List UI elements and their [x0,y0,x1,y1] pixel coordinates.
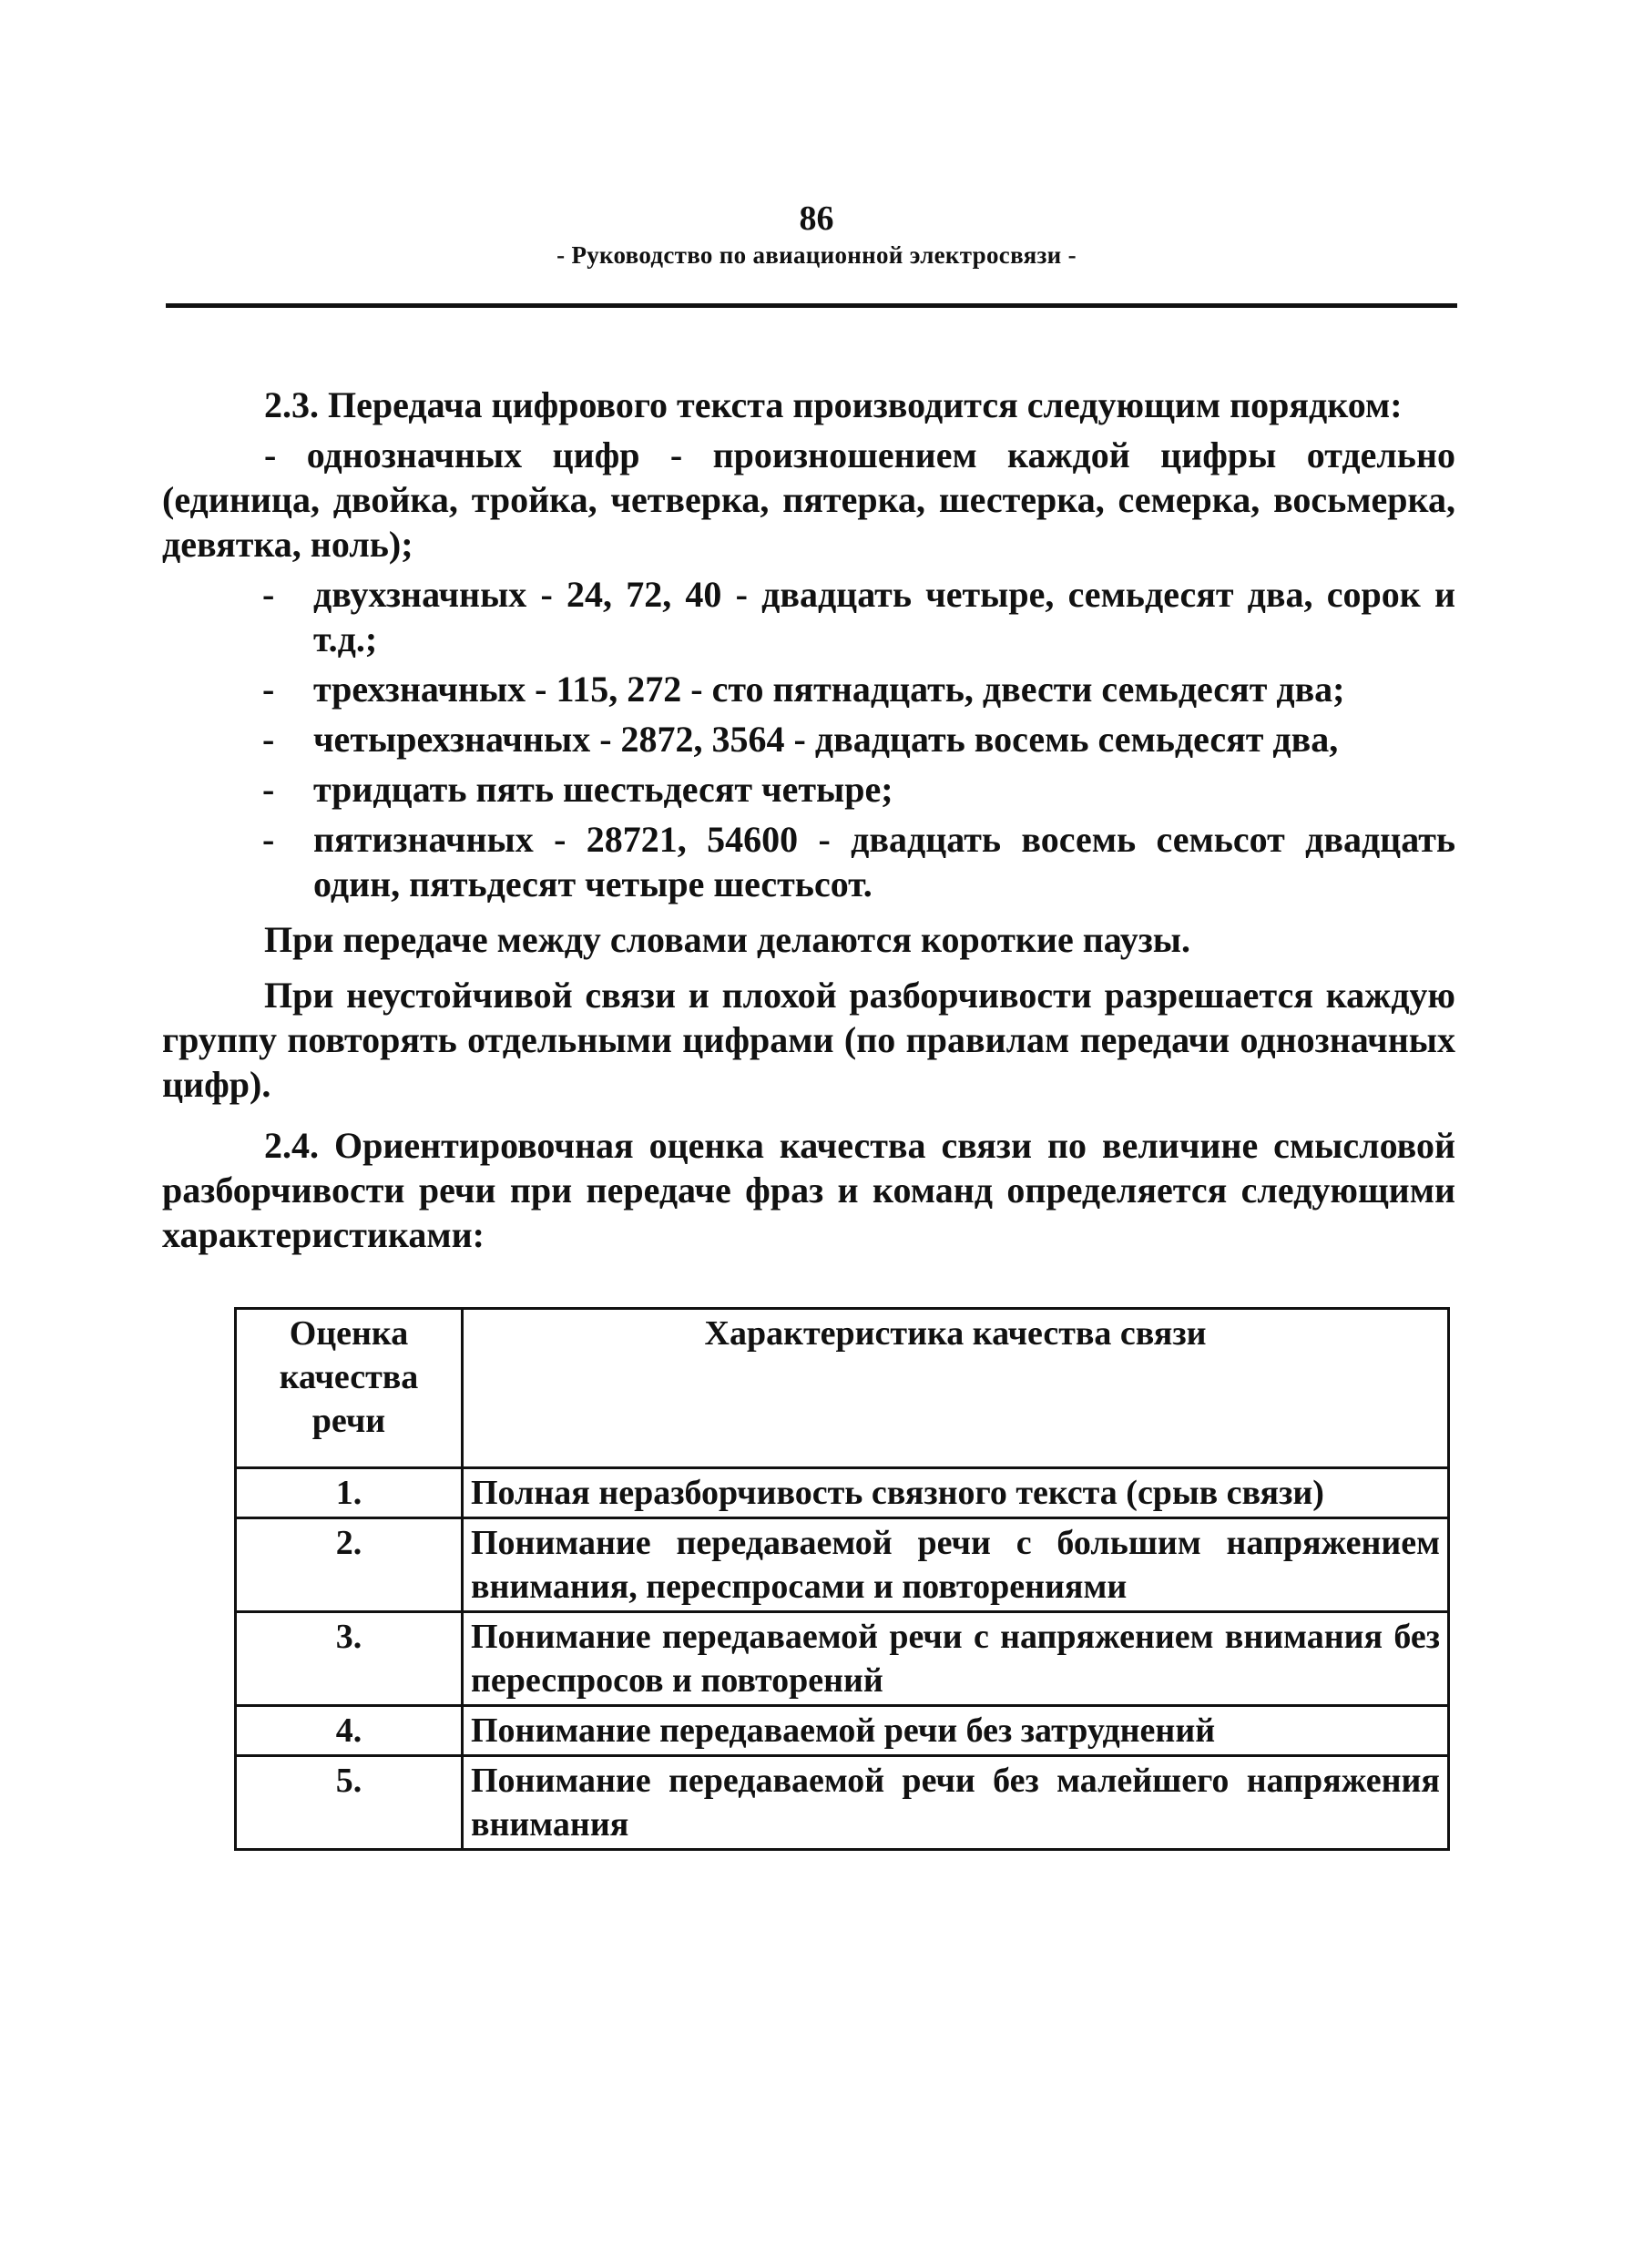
bullet-item [162,817,1455,906]
row-score: 4. [236,1706,463,1756]
paragraph-2-3: 2.3. Передача цифрового текста производится следующим порядком: [264,384,1403,425]
row-score: 3. [236,1612,463,1706]
bullet-text: пятизначных - 28721, 54600 - двадцать восемь семьсот двадцать один, пятьдесят четыре шестьсот. [313,819,1455,904]
row-score: 1. [236,1468,463,1518]
bullet-text: четырехзначных - 2872, 3564 - двадцать восемь семьдесят два, [313,719,1339,760]
table-header-row [236,1309,1449,1468]
row-score: 5. [236,1756,463,1850]
bullet-dash: - [262,719,275,760]
paragraph-2-4: 2.4. Ориентировочная оценка качества связи по величине смысловой разборчивости речи при передаче фраз и команд определяется следующими характеристиками: [162,1125,1455,1255]
table-row [236,1518,1449,1612]
unstable-link-paragraph: При неустойчивой связи и плохой разборчивости разрешается каждую группу повторять отдельными цифрами (по правилам передачи однозначных цифр). [162,975,1455,1105]
quality-table [234,1307,1450,1851]
row-description: Понимание передаваемой речи без малейшего напряжения внимания [463,1756,1449,1850]
bullet-item [162,667,1455,711]
table-row [236,1468,1449,1518]
bullet-dash: - [262,819,275,860]
row-description: Понимание передаваемой речи с большим напряжением внимания, переспросами и повторениями [463,1518,1449,1612]
page-number: 86 [799,199,834,238]
pauses-paragraph: При передаче между словами делаются короткие паузы. [264,919,1191,960]
table-row [236,1756,1449,1850]
bullet-item [162,767,1455,812]
table-row [236,1706,1449,1756]
bullet-dash: - [262,769,275,810]
bullet-item [162,572,1455,661]
running-title: - Руководство по авиационной электросвязи - [556,241,1077,269]
bullet-text: трехзначных - 115, 272 - сто пятнадцать, двести семьдесят два; [313,669,1345,710]
table-row [236,1612,1449,1706]
single-digits-item: - однозначных цифр - произношением каждой цифры отдельно (единица, двойка, тройка, четверка, пятерка, шестерка, семерка, восьмерка, девятка, ноль); [162,434,1455,565]
row-score: 2. [236,1518,463,1612]
bullet-text: двухзначных - 24, 72, 40 - двадцать четыре, семьдесят два, сорок и т.д.; [313,574,1455,659]
row-description: Полная неразборчивость связного текста (срыв связи) [463,1468,1449,1518]
row-description: Понимание передаваемой речи с напряжением внимания без переспросов и повторений [463,1612,1449,1706]
header-score: Оценка качества речи [236,1309,463,1468]
bullet-dash: - [262,669,275,710]
bullet-item [162,717,1455,761]
row-description: Понимание передаваемой речи без затруднений [463,1706,1449,1756]
body-text [162,383,1455,1257]
header-description: Характеристика качества связи [463,1309,1449,1468]
header-rule [166,303,1457,308]
bullet-text: тридцать пять шестьдесят четыре; [313,769,893,810]
bullet-dash: - [262,574,275,615]
